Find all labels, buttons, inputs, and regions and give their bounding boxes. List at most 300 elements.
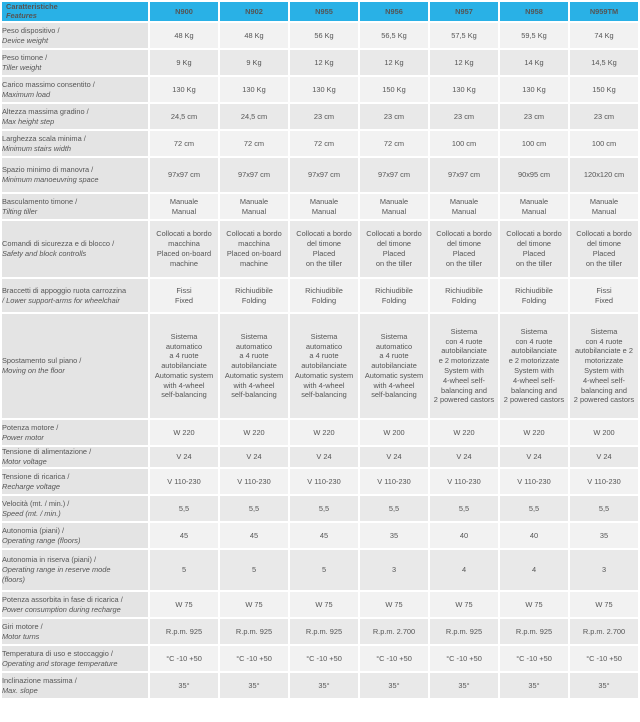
value-cell: V 110-230 (430, 469, 498, 494)
value-cell: 48 Kg (220, 23, 288, 48)
value-line: Manuale (309, 196, 339, 206)
value-cell: 56,5 Kg (360, 23, 428, 48)
value-cell: R.p.m. 2.700 (360, 619, 428, 644)
value-cell: °C -10 +50 (290, 646, 358, 671)
value-line: Collocati a bordo (436, 229, 492, 239)
value-line: Collocati a bordo (156, 229, 212, 239)
value-line: e 2 motorizzate (438, 356, 490, 366)
feature-label (2, 496, 148, 521)
value-line: automatico (305, 341, 343, 351)
value-cell: 100 cm (500, 131, 568, 156)
feature-label-it: Spostamento sul piano / (2, 356, 82, 366)
value-cell: W 75 (150, 592, 218, 617)
value-cell: 97x97 cm (150, 158, 218, 192)
value-line: autobilanciate e 2 (575, 346, 633, 356)
table-row (2, 496, 638, 521)
feature-label (2, 550, 148, 590)
value-cell: W 220 (500, 420, 568, 445)
value-cell: 12 Kg (430, 50, 498, 75)
model-header: N957 (430, 2, 498, 21)
feature-label-en: (floors) (2, 574, 25, 584)
value-cell: 45 (290, 523, 358, 548)
value-cell (500, 221, 568, 277)
value-line: Placed (592, 249, 616, 258)
value-cell: W 200 (360, 420, 428, 445)
value-line: 4-wheel self- (513, 375, 555, 385)
value-cell: V 110-230 (220, 469, 288, 494)
value-cell: 74 Kg (570, 23, 638, 48)
value-line: Fissi (176, 285, 192, 295)
value-line: Manual (521, 206, 547, 216)
value-line: Manuale (589, 196, 619, 206)
value-line: Placed (522, 249, 546, 258)
value-cell: 9 Kg (150, 50, 218, 75)
value-line: Folding (451, 295, 477, 305)
value-cell: 5,5 (290, 496, 358, 521)
value-line: self-balancing (371, 390, 417, 400)
feature-label-it: Peso timone / (2, 52, 48, 62)
value-line: del timone (516, 239, 552, 249)
table-row (2, 420, 638, 445)
value-cell: °C -10 +50 (570, 646, 638, 671)
feature-label (2, 221, 148, 277)
value-cell: W 220 (150, 420, 218, 445)
value-line: autobilanciate (511, 346, 557, 356)
feature-label-it: Altezza massima gradino / (2, 106, 89, 116)
value-cell: 45 (220, 523, 288, 548)
value-cell (360, 314, 428, 418)
value-cell: 35° (500, 673, 568, 698)
value-cell (570, 221, 638, 277)
value-cell: 72 cm (220, 131, 288, 156)
header-row (2, 2, 638, 21)
value-cell: 23 cm (290, 104, 358, 129)
value-line: Collocati a bordo (576, 229, 632, 239)
value-cell: V 24 (570, 447, 638, 467)
value-cell: °C -10 +50 (500, 646, 568, 671)
features-header-it: Caratteristiche (6, 2, 58, 11)
value-line: Sistema (310, 331, 338, 341)
value-line: Placed (452, 249, 476, 258)
value-line: System with (444, 366, 484, 375)
value-cell: W 220 (220, 420, 288, 445)
value-cell (430, 221, 498, 277)
value-line: Placed on-board (226, 249, 282, 258)
value-cell: 5,5 (430, 496, 498, 521)
value-line: 2 powered castors (433, 395, 495, 405)
feature-label (2, 447, 148, 467)
value-cell: R.p.m. 925 (290, 619, 358, 644)
value-cell: 12 Kg (290, 50, 358, 75)
value-line: Fissi (596, 285, 612, 295)
value-line: on the tiller (445, 258, 483, 268)
value-cell: 97x97 cm (360, 158, 428, 192)
feature-label-it: Tensione di alimentazione / (2, 447, 92, 457)
feature-label-it: Tensione di ricarica / (2, 471, 70, 481)
table-row (2, 447, 638, 467)
features-header (2, 2, 148, 21)
value-cell: 4 (500, 550, 568, 590)
value-cell (360, 279, 428, 312)
feature-label (2, 194, 148, 219)
value-cell: W 220 (290, 420, 358, 445)
feature-label-en: Motor voltage (2, 457, 47, 466)
model-header: N955 (290, 2, 358, 21)
value-cell: V 24 (500, 447, 568, 467)
value-cell: 5,5 (220, 496, 288, 521)
value-cell: 72 cm (290, 131, 358, 156)
value-cell: 72 cm (360, 131, 428, 156)
value-cell: 72 cm (150, 131, 218, 156)
value-cell: 150 Kg (570, 77, 638, 102)
feature-label-it: Peso dispositivo / (2, 25, 60, 35)
value-cell: 23 cm (570, 104, 638, 129)
value-cell: 130 Kg (220, 77, 288, 102)
value-cell: 5 (220, 550, 288, 590)
value-cell: 3 (570, 550, 638, 590)
feature-label-en: Operating range in reserve mode (2, 565, 111, 575)
value-cell: 3 (360, 550, 428, 590)
value-line: del timone (446, 239, 482, 249)
value-cell: 130 Kg (500, 77, 568, 102)
feature-label-it: Comandi di sicurezza e di blocco / (2, 239, 115, 249)
value-line: Folding (311, 295, 337, 305)
value-cell: V 24 (360, 447, 428, 467)
value-line: macchina (238, 239, 270, 249)
value-cell: 24,5 cm (220, 104, 288, 129)
value-cell: R.p.m. 925 (150, 619, 218, 644)
value-line: autobilanciate (231, 361, 277, 371)
value-cell (290, 221, 358, 277)
value-line: con 4 ruote (445, 336, 483, 346)
feature-label-en: Maximum load (2, 89, 51, 99)
feature-label (2, 469, 148, 494)
feature-label (2, 646, 148, 671)
feature-label (2, 158, 148, 192)
value-cell: 23 cm (500, 104, 568, 129)
value-cell: 5,5 (500, 496, 568, 521)
value-cell: R.p.m. 2.700 (570, 619, 638, 644)
value-line: self-balancing (301, 390, 347, 400)
value-cell: 35 (570, 523, 638, 548)
table-row (2, 619, 638, 644)
table-row (2, 194, 638, 219)
value-cell: 130 Kg (430, 77, 498, 102)
table-row (2, 77, 638, 102)
value-cell: 40 (500, 523, 568, 548)
value-line: Collocati a bordo (296, 229, 352, 239)
features-header-en: Features (6, 10, 37, 20)
feature-label-en: Device weight (2, 35, 49, 45)
value-line: balancing and (580, 385, 628, 395)
value-cell: V 110-230 (150, 469, 218, 494)
value-line: on the tiller (515, 258, 553, 268)
value-line: balancing and (440, 385, 488, 395)
value-line: Fixed (594, 295, 614, 305)
table-row (2, 469, 638, 494)
value-cell (430, 194, 498, 219)
feature-label-en: Minimum manoeuvring space (2, 175, 99, 184)
value-cell (150, 194, 218, 219)
value-cell (220, 194, 288, 219)
value-cell: 5,5 (360, 496, 428, 521)
value-cell (500, 279, 568, 312)
feature-label (2, 279, 148, 312)
value-cell: 130 Kg (150, 77, 218, 102)
value-line: Sistema (240, 331, 268, 341)
value-cell: 5 (290, 550, 358, 590)
value-line: automatico (165, 341, 203, 351)
feature-label-it: Potenza motore / (2, 422, 59, 432)
value-cell: 35° (290, 673, 358, 698)
model-header: N956 (360, 2, 428, 21)
value-cell (430, 314, 498, 418)
feature-label (2, 420, 148, 445)
value-cell: 56 Kg (290, 23, 358, 48)
value-line: Manuale (379, 196, 409, 206)
value-cell: 9 Kg (220, 50, 288, 75)
value-cell: 48 Kg (150, 23, 218, 48)
value-line: motorizzate (584, 356, 624, 366)
feature-label-en: Safety and block controlls (2, 249, 87, 258)
value-cell: °C -10 +50 (360, 646, 428, 671)
value-cell: 23 cm (360, 104, 428, 129)
value-cell: V 110-230 (500, 469, 568, 494)
feature-label-it: Basculamento timone / (2, 196, 78, 206)
value-cell: 24,5 cm (150, 104, 218, 129)
table-row (2, 221, 638, 277)
value-line: Richiudibile (515, 285, 553, 295)
value-cell (360, 221, 428, 277)
value-cell: 100 cm (570, 131, 638, 156)
value-line: Manual (451, 206, 477, 216)
value-cell: W 75 (360, 592, 428, 617)
value-cell: 59,5 Kg (500, 23, 568, 48)
value-line: Sistema (380, 331, 408, 341)
value-line: Placed (382, 249, 406, 258)
value-line: Sistema (520, 326, 548, 336)
value-line: del timone (376, 239, 412, 249)
value-line: Richiudibile (305, 285, 343, 295)
feature-label-en: Operating range (floors) (2, 535, 81, 545)
value-line: Sistema (450, 326, 478, 336)
feature-label (2, 314, 148, 418)
value-cell: 14,5 Kg (570, 50, 638, 75)
value-line: Automatic system (224, 370, 284, 380)
value-line: Fixed (174, 295, 194, 305)
value-line: 2 powered castors (573, 395, 635, 405)
feature-label-it: Carico massimo consentito / (2, 79, 95, 89)
value-cell: 35° (150, 673, 218, 698)
value-line: Automatic system (294, 370, 354, 380)
value-cell: 130 Kg (290, 77, 358, 102)
value-cell: 100 cm (430, 131, 498, 156)
feature-label-it: Spazio minimo di manovra / (2, 165, 94, 175)
value-cell (150, 314, 218, 418)
feature-label (2, 77, 148, 102)
value-line: Automatic system (364, 370, 424, 380)
value-line: Folding (521, 295, 547, 305)
table-row (2, 314, 638, 418)
table-row (2, 279, 638, 312)
value-line: with 4-wheel (303, 380, 345, 390)
table-row (2, 23, 638, 48)
value-cell: 35° (570, 673, 638, 698)
value-cell: W 75 (220, 592, 288, 617)
feature-label-en: Minimum stairs width (2, 143, 71, 153)
value-cell: W 220 (430, 420, 498, 445)
value-line: Sistema (590, 326, 618, 336)
value-cell: W 75 (430, 592, 498, 617)
feature-label (2, 592, 148, 617)
feature-label-it: Temperatura di uso e stoccaggio / (2, 648, 113, 658)
feature-label-en: Max. slope (2, 685, 38, 695)
value-cell: °C -10 +50 (220, 646, 288, 671)
model-header: N959TM (570, 2, 638, 21)
table-row (2, 158, 638, 192)
feature-label-it: Potenza assorbita in fase di ricarica / (2, 594, 123, 604)
value-line: automatico (375, 341, 413, 351)
feature-label (2, 104, 148, 129)
value-line: del timone (586, 239, 622, 249)
value-cell: 23 cm (430, 104, 498, 129)
value-line: 2 powered castors (503, 395, 565, 405)
value-line: Placed (312, 249, 336, 258)
value-line: Manuale (519, 196, 549, 206)
value-line: self-balancing (231, 390, 277, 400)
value-cell (220, 314, 288, 418)
value-cell: 97x97 cm (430, 158, 498, 192)
value-cell (290, 314, 358, 418)
value-line: Placed on-board (156, 249, 212, 258)
value-cell: R.p.m. 925 (500, 619, 568, 644)
table-row (2, 673, 638, 698)
value-line: a 4 ruote (169, 351, 199, 361)
value-line: Folding (381, 295, 407, 305)
feature-label-it: Autonomia (piani) / (2, 525, 65, 535)
value-cell: W 75 (570, 592, 638, 617)
value-line: Manuale (239, 196, 269, 206)
value-cell: W 75 (500, 592, 568, 617)
feature-label (2, 50, 148, 75)
feature-label (2, 23, 148, 48)
model-header: N900 (150, 2, 218, 21)
value-cell: V 24 (290, 447, 358, 467)
value-line: Collocati a bordo (366, 229, 422, 239)
value-cell: 97x97 cm (290, 158, 358, 192)
value-cell (500, 194, 568, 219)
value-cell: V 24 (430, 447, 498, 467)
value-cell: 35° (430, 673, 498, 698)
value-line: System with (514, 366, 554, 375)
value-line: autobilanciate (441, 346, 487, 356)
model-header: N958 (500, 2, 568, 21)
value-line: Manual (241, 206, 267, 216)
value-line: automatico (235, 341, 273, 351)
feature-label-it: Inclinazione massima / (2, 675, 77, 685)
value-line: autobilanciate (301, 361, 347, 371)
value-cell (430, 279, 498, 312)
value-cell: 12 Kg (360, 50, 428, 75)
value-cell: W 200 (570, 420, 638, 445)
feature-label-en: Power motor (2, 432, 44, 442)
feature-label-en: Motor turns (2, 631, 40, 641)
feature-label-it: Velocità (mt. / min.) / (2, 498, 70, 508)
value-cell (290, 194, 358, 219)
value-cell (570, 314, 638, 418)
feature-label-en: Operating and storage temperature (2, 658, 118, 668)
table-row (2, 523, 638, 548)
value-line: machine (170, 258, 198, 268)
feature-label-it: Braccetti di appoggio ruota carrozzina (2, 285, 127, 295)
value-line: Collocati a bordo (226, 229, 282, 239)
value-cell: 40 (430, 523, 498, 548)
value-cell (150, 221, 218, 277)
value-line: macchina (168, 239, 200, 249)
value-line: e 2 motorizzate (508, 356, 560, 366)
value-cell: 120x120 cm (570, 158, 638, 192)
value-line: on the tiller (375, 258, 413, 268)
table-row (2, 104, 638, 129)
table-row (2, 592, 638, 617)
value-cell: °C -10 +50 (150, 646, 218, 671)
value-line: Richiudibile (235, 285, 273, 295)
feature-label (2, 619, 148, 644)
feature-label-en: Tiller weight (2, 62, 42, 72)
value-cell: V 110-230 (290, 469, 358, 494)
value-cell: 35° (220, 673, 288, 698)
table-row (2, 550, 638, 590)
feature-label-it: Larghezza scala minima / (2, 133, 86, 143)
feature-label-en: Tilting tiller (2, 206, 38, 216)
value-line: a 4 ruote (379, 351, 409, 361)
value-cell: R.p.m. 925 (220, 619, 288, 644)
value-line: autobilanciate (161, 361, 207, 371)
value-line: a 4 ruote (239, 351, 269, 361)
value-line: balancing and (510, 385, 558, 395)
value-line: con 4 ruote (585, 336, 623, 346)
value-cell: W 75 (290, 592, 358, 617)
feature-label-it: Autonomia in riserva (piani) / (2, 555, 97, 565)
value-line: Collocati a bordo (506, 229, 562, 239)
table-row (2, 646, 638, 671)
value-cell: 45 (150, 523, 218, 548)
feature-label (2, 131, 148, 156)
value-cell: V 110-230 (360, 469, 428, 494)
value-line: on the tiller (305, 258, 343, 268)
value-cell: °C -10 +50 (430, 646, 498, 671)
value-line: Manuale (449, 196, 479, 206)
value-cell: 5,5 (570, 496, 638, 521)
value-cell (220, 221, 288, 277)
value-line: autobilanciate (371, 361, 417, 371)
value-cell (570, 279, 638, 312)
value-line: 4-wheel self- (583, 375, 625, 385)
value-line: 4-wheel self- (443, 375, 485, 385)
value-line: System with (584, 366, 624, 375)
value-cell (500, 314, 568, 418)
feature-label (2, 523, 148, 548)
value-line: Manual (311, 206, 337, 216)
value-cell (150, 279, 218, 312)
feature-label-en: Recharge voltage (2, 481, 60, 491)
value-cell (570, 194, 638, 219)
feature-label-en: Moving on the floor (2, 366, 65, 375)
value-cell: R.p.m. 925 (430, 619, 498, 644)
value-cell: 35° (360, 673, 428, 698)
value-line: Richiudibile (445, 285, 483, 295)
value-line: Automatic system (154, 370, 214, 380)
